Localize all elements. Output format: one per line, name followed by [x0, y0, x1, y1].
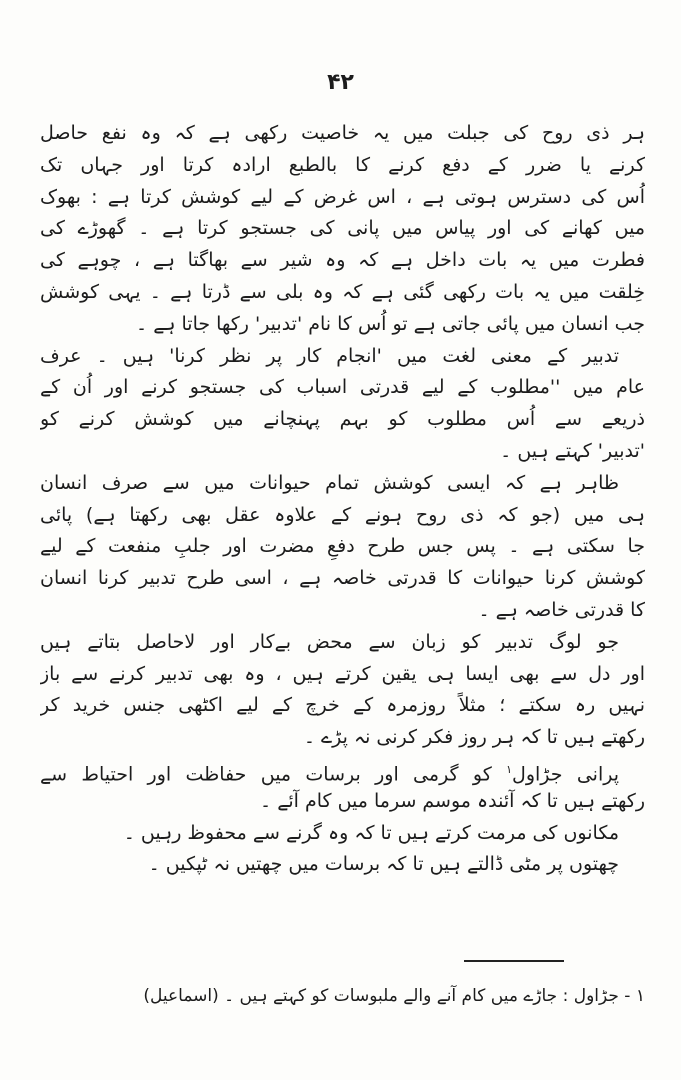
- text-line: کرنے یا ضرر کے دفع کرنے کا بالطبع ارادہ کرتا اور جہاں تک: [40, 153, 645, 176]
- footnote: ۱ - جڑاول : جاڑے میں کام آنے والے ملبوسات کو کہتے ہیں ۔ (اسماعیل): [143, 986, 645, 1006]
- text-line: کا قدرتی خاصہ ہے ۔: [478, 598, 645, 621]
- text-line: جا سکتی ہے ۔ پس جس طرح دفعِ مضرت اور جلبِ منفعت کے لیے: [40, 535, 645, 558]
- text-line: ذریعے سے اُس مطلوب کو بہم پہنچانے میں کوشش کرنے کو: [40, 408, 645, 431]
- text-line: اُس کی دسترس ہوتی ہے ، اس غرض کے لیے کوشش کرتا ہے : بھوک: [40, 185, 645, 208]
- text-line: کوشش کرنا حیوانات کا قدرتی خاصہ ہے ، اسی طرح تدبیر کرنا انسان: [40, 567, 645, 590]
- text-line: مکانوں کی مرمت کرتے ہیں تا کہ وہ گرنے سے محفوظ رہیں ۔: [123, 821, 619, 844]
- body-text: [40, 118, 645, 881]
- footnote-divider: [464, 960, 564, 962]
- text-line: رکھتے ہیں تا کہ ہر روز فکر کرنی نہ پڑے ۔: [303, 726, 645, 749]
- text-line: چھتوں پر مٹی ڈالتے ہیں تا کہ برسات میں چھتیں نہ ٹپکیں ۔: [148, 853, 619, 876]
- text-line: عام میں ''مطلوب کے لیے قدرتی اسباب کی جستجو کرنے اور اُن کے: [40, 376, 645, 399]
- text-line: 'تدبیر' کہتے ہیں ۔: [500, 439, 645, 462]
- text-line: اور دل سے بھی ایسا ہی یقین کرتے ہیں ، وہ بھی تدبیر کرنے سے باز: [40, 662, 645, 685]
- text-line: ہر ذی روح کی جبلت میں یہ خاصیت رکھی ہے کہ وہ نفع حاصل: [40, 122, 645, 144]
- text-line: ہی میں (جو کہ ذی روح ہونے کے علاوہ عقل بھی رکھتا ہے) پائی: [40, 503, 645, 526]
- text-line: پرانی جڑاول$^۱$ کو گرمی اور برسات میں حفاظت اور احتیاط سے: [40, 762, 619, 786]
- text-line: جو لوگ تدبیر کو زبان سے محض بےکار اور لاحاصل بتاتے ہیں: [40, 630, 619, 653]
- text-line: نہیں رہ سکتے ؛ مثلاً روزمرہ کے خرچ کے لیے اکٹھی جنس خرید کر: [40, 694, 645, 717]
- text-line: میں کھانے کی اور پیاس میں پانی کی جستجو کرتا ہے ۔ گھوڑے کی: [40, 217, 645, 240]
- text-line: فطرت میں یہ بات داخل ہے کہ وہ شیر سے بھاگتا ہے ، چوہے کی: [40, 249, 645, 272]
- text-line: ظاہر ہے کہ ایسی کوشش تمام حیوانات میں سے صرف انسان: [40, 471, 619, 494]
- text-line: رکھتے ہیں تا کہ آئندہ موسم سرما میں کام آئے ۔: [260, 789, 645, 812]
- text-line: خِلقت میں یہ بات رکھی گئی ہے کہ وہ بلی سے ڈرتا ہے ۔ یہی کوشش: [40, 280, 645, 303]
- page-number: ۴۲: [327, 70, 354, 95]
- footnote-marker: ۱: [506, 762, 513, 776]
- text-line: جب انسان میں پائی جاتی ہے تو اُس کا نام 'تدبیر' رکھا جاتا ہے ۔: [136, 312, 645, 335]
- text-line: تدبیر کے معنی لغت میں 'انجام کار پر نظر کرنا' ہیں ۔ عرف: [40, 344, 619, 367]
